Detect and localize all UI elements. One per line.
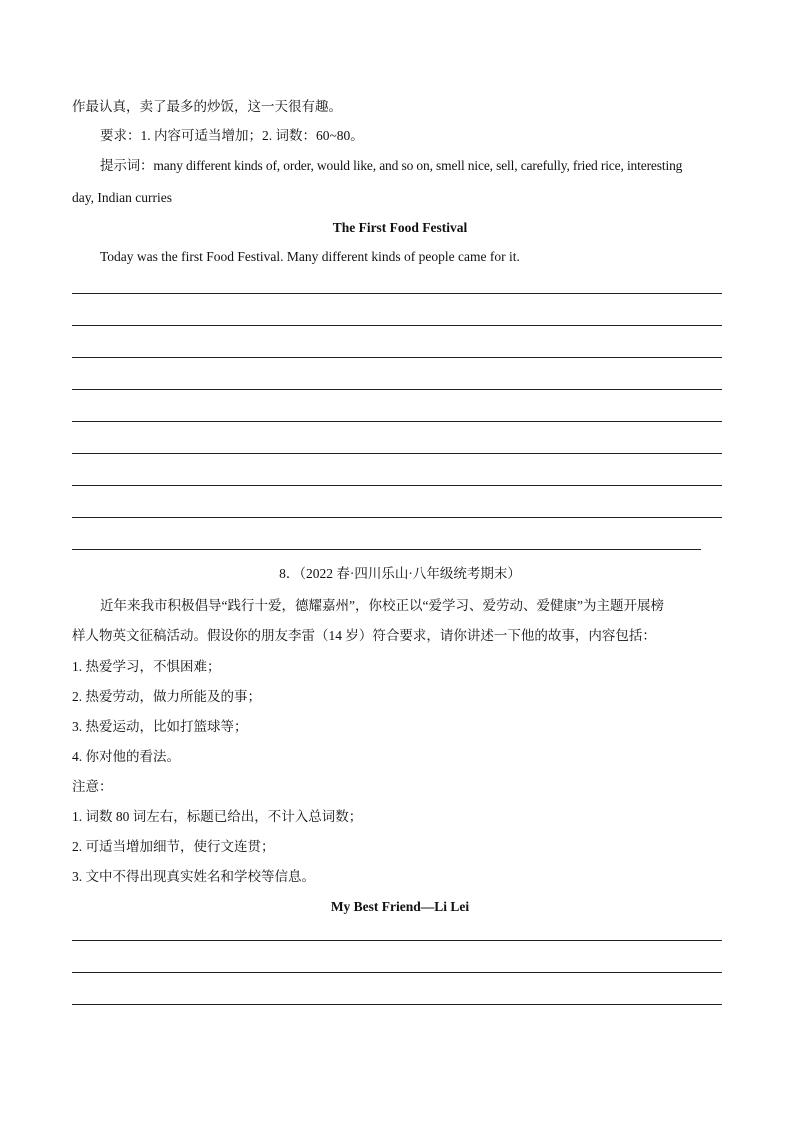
note-2: 2. 可适当增加细节，使行文连贯； (72, 839, 275, 854)
content-point-4: 4. 你对他的看法。 (72, 749, 180, 764)
writing-line (72, 972, 722, 973)
writing-line (72, 517, 722, 518)
essay-title-food-festival: The First Food Festival (332, 220, 468, 235)
writing-line (72, 549, 701, 550)
writing-line (72, 389, 722, 390)
writing-line (72, 325, 722, 326)
requirement-text: 要求：1. 内容可适当增加；2. 词数：60~80。 (100, 128, 364, 143)
writing-line (72, 357, 722, 358)
essay-opening-sentence: Today was the first Food Festival. Many different kinds of people came for it. (100, 249, 520, 264)
content-point-2: 2. 热爱劳动，做力所能及的事； (72, 689, 261, 704)
question-8-intro-line-1: 近年来我市积极倡导“践行十爱，德耀嘉州”，你校正以“爱学习、爱劳动、爱健康”为主题开展榜 (100, 598, 664, 613)
writing-line (72, 453, 722, 454)
content-point-1: 1. 热爱学习，不惧困难； (72, 659, 221, 674)
note-3: 3. 文中不得出现真实姓名和学校等信息。 (72, 869, 315, 884)
note-1: 1. 词数 80 词左右，标题已给出，不计入总词数； (72, 809, 363, 824)
writing-line (72, 421, 722, 422)
writing-line (72, 1004, 722, 1005)
writing-line (72, 485, 722, 486)
paragraph-continuation: 作最认真，卖了最多的炒饭，这一天很有趣。 (72, 99, 342, 114)
note-label: 注意： (72, 779, 113, 794)
content-point-3: 3. 热爱运动，比如打篮球等； (72, 719, 248, 734)
question-8-intro-line-2: 样人物英文征稿活动。假设你的朋友李雷（14 岁）符合要求，请你讲述一下他的故事，内容包括： (72, 628, 656, 643)
essay-title-best-friend: My Best Friend—Li Lei (330, 899, 470, 914)
question-8-header: 8．（2022 春·四川乐山·八年级统考期末） (279, 566, 521, 581)
writing-line (72, 293, 722, 294)
writing-line (72, 940, 722, 941)
hint-words-line-2: day, Indian curries (72, 190, 172, 205)
hint-words-line-1: 提示词：many different kinds of, order, would like, and so on, smell nice, sell, carefully, fried rice, interesting (100, 158, 683, 173)
